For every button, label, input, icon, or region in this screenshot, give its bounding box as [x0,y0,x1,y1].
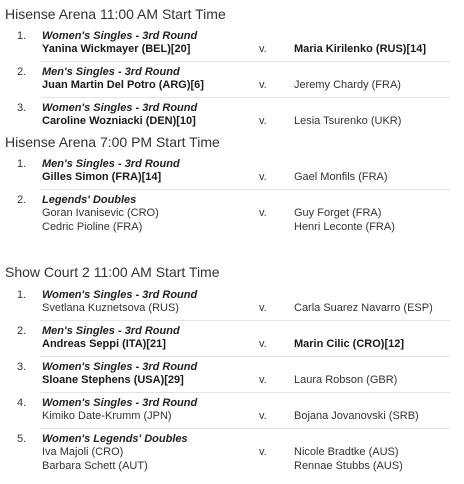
player-right: Lesia Tsurenko (UKR) [294,115,402,127]
event-name: Women's Singles - 3rd Round [42,30,198,42]
match-number: 3. [17,102,27,114]
player-right: Bojana Jovanovski (SRB) [294,410,419,422]
event-name: Men's Singles - 3rd Round [42,66,180,78]
player-left: Andreas Seppi (ITA)[21] [42,338,166,350]
player-left: Svetlana Kuznetsova (RUS) [42,302,179,314]
player-left: Barbara Schett (AUT) [42,460,148,472]
player-right: Marin Cilic (CRO)[12] [294,338,405,350]
player-right: Rennae Stubbs (AUS) [294,460,403,472]
versus-label: v. [259,43,267,55]
versus-label: v. [259,446,267,458]
versus-label: v. [259,374,267,386]
versus-label: v. [259,302,267,314]
match-number: 1. [17,289,27,301]
player-right: Gael Monfils (FRA) [294,171,388,183]
player-left: Yanina Wickmayer (BEL)[20] [42,43,191,55]
event-name: Men's Singles - 3rd Round [42,158,180,170]
player-right: Jeremy Chardy (FRA) [294,79,401,91]
match-number: 2. [17,66,27,78]
player-left: Gilles Simon (FRA)[14] [42,171,162,183]
versus-label: v. [259,207,267,219]
venue-title: Show Court 2 11:00 AM Start Time [5,264,220,280]
player-right: Nicole Bradtke (AUS) [294,446,399,458]
event-name: Women's Singles - 3rd Round [42,397,198,409]
row-divider [40,356,450,357]
event-name: Legends' Doubles [42,194,137,206]
player-right: Henri Leconte (FRA) [294,221,395,233]
venue-title: Hisense Arena 11:00 AM Start Time [5,6,226,22]
versus-label: v. [259,171,267,183]
player-right: Guy Forget (FRA) [294,207,382,219]
event-name: Women's Singles - 3rd Round [42,102,198,114]
match-number: 4. [17,397,27,409]
match-number: 1. [17,158,27,170]
event-name: Women's Singles - 3rd Round [42,361,198,373]
row-divider [40,392,450,393]
player-left: Goran Ivanisevic (CRO) [42,207,159,219]
player-left: Juan Martin Del Potro (ARG)[6] [42,79,204,91]
row-divider [40,97,450,98]
player-right: Laura Robson (GBR) [294,374,398,386]
player-left: Iva Majoli (CRO) [42,446,124,458]
event-name: Men's Singles - 3rd Round [42,325,180,337]
event-name: Women's Singles - 3rd Round [42,289,198,301]
match-number: 2. [17,325,27,337]
row-divider [40,189,450,190]
versus-label: v. [259,410,267,422]
match-number: 2. [17,194,27,206]
player-right: Maria Kirilenko (RUS)[14] [294,43,427,55]
match-number: 3. [17,361,27,373]
player-left: Caroline Wozniacki (DEN)[10] [42,115,196,127]
row-divider [40,428,450,429]
versus-label: v. [259,338,267,350]
versus-label: v. [259,79,267,91]
player-right: Carla Suarez Navarro (ESP) [294,302,433,314]
player-left: Sloane Stephens (USA)[29] [42,374,184,386]
player-left: Kimiko Date-Krumm (JPN) [42,410,172,422]
versus-label: v. [259,115,267,127]
match-number: 1. [17,30,27,42]
venue-title: Hisense Arena 7:00 PM Start Time [5,134,220,150]
event-name: Women's Legends' Doubles [42,433,188,445]
row-divider [40,320,450,321]
match-number: 5. [17,433,27,445]
row-divider [40,61,450,62]
player-left: Cedric Pioline (FRA) [42,221,143,233]
